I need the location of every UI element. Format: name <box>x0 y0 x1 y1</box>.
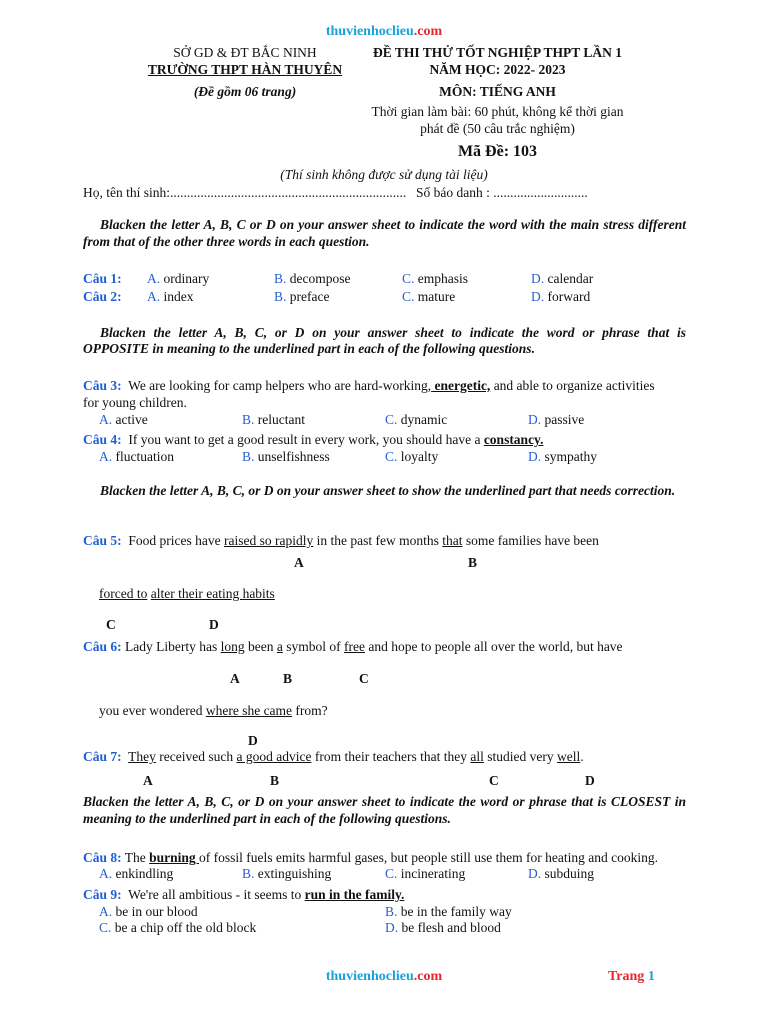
option-text: preface <box>289 289 330 304</box>
question-5-cont <box>99 586 275 602</box>
question-text: Lady Liberty has <box>121 639 221 654</box>
option-c[interactable] <box>402 289 455 305</box>
underlined-part-c: free <box>344 639 365 654</box>
option-a[interactable] <box>99 449 174 465</box>
page-number <box>608 969 655 985</box>
underlined-part-a: They <box>128 749 156 764</box>
department: SỞ GD & ĐT BẮC NINH <box>173 45 317 60</box>
question-text: The <box>121 850 150 865</box>
option-text: sympathy <box>544 449 597 464</box>
instruction-opposite-cont: OPPOSITE in meaning to the underlined part in each of the following questions. <box>83 341 535 356</box>
question-label: Câu 2: <box>83 289 122 304</box>
option-letter: C. <box>402 271 415 286</box>
question-text: We're all ambitious - it seems to <box>128 887 305 902</box>
option-c[interactable] <box>385 449 438 465</box>
marker-a: A <box>143 773 153 788</box>
option-text: be flesh and blood <box>401 920 501 935</box>
option-text: extinguishing <box>257 866 332 881</box>
question-text: in the past few months <box>313 533 443 548</box>
option-b[interactable] <box>242 866 331 882</box>
option-letter: C. <box>99 920 112 935</box>
question-6-cont <box>99 703 328 719</box>
question-9 <box>83 887 404 903</box>
option-letter: D. <box>528 412 542 427</box>
question-text: If you want to get a good result in every work, you should have a <box>128 432 484 447</box>
option-letter: B. <box>274 271 287 286</box>
marker-a: A <box>294 555 304 570</box>
question-label: Câu 3: <box>83 378 122 393</box>
marker-a: A <box>230 671 240 686</box>
option-letter: A. <box>147 289 161 304</box>
question-8 <box>83 850 658 866</box>
option-letter: D. <box>531 271 545 286</box>
marker-d: D <box>209 617 219 632</box>
marker-d: D <box>585 773 595 788</box>
exam-title: ĐỀ THI THỬ TỐT NGHIỆP THPT LẦN 1 <box>373 45 622 60</box>
option-d[interactable] <box>528 449 597 465</box>
underlined-part-c: forced to <box>99 586 148 601</box>
option-text: loyalty <box>400 449 439 464</box>
option-text: be in the family way <box>400 904 512 919</box>
site-domain: .com <box>413 969 443 984</box>
question-text: and hope to people all over the world, but have <box>365 639 623 654</box>
option-text: index <box>163 289 194 304</box>
page-num: 1 <box>647 969 655 984</box>
question-text: been <box>244 639 277 654</box>
no-materials-note: (Thí sinh không được sử dụng tài liệu) <box>280 167 488 182</box>
question-label: Câu 8: <box>83 850 122 865</box>
marker-b: B <box>468 555 478 570</box>
option-a[interactable] <box>147 289 194 305</box>
question-text-cont: for young children. <box>83 395 187 410</box>
school-year: NĂM HỌC: 2022- 2023 <box>429 62 566 77</box>
option-letter: B. <box>385 904 398 919</box>
option-letter: B. <box>242 866 255 881</box>
option-letter: D. <box>528 866 542 881</box>
underlined-part-b: a <box>276 639 283 654</box>
question-text: from? <box>292 703 328 718</box>
underlined-part-b: that <box>442 533 463 548</box>
option-letter: A. <box>99 866 113 881</box>
question-4 <box>83 432 543 448</box>
time-line-2: phát đề (50 câu trắc nghiệm) <box>420 121 575 136</box>
option-letter: A. <box>147 271 161 286</box>
marker-c: C <box>359 671 369 686</box>
question-7 <box>83 749 584 765</box>
option-letter: B. <box>242 412 255 427</box>
option-c[interactable] <box>99 920 256 936</box>
option-text: subduing <box>544 866 595 881</box>
underlined-part-a: raised so rapidly <box>224 533 314 548</box>
question-label: Câu 9: <box>83 887 122 902</box>
underlined-part-c: all <box>470 749 484 764</box>
question-3 <box>83 378 655 394</box>
marker-c: C <box>489 773 499 788</box>
option-b[interactable] <box>274 289 329 305</box>
option-c[interactable] <box>385 412 447 428</box>
option-text: mature <box>417 289 456 304</box>
option-b[interactable] <box>274 271 351 287</box>
question-label: Câu 1: <box>83 271 122 286</box>
question-text: and able to organize activities <box>490 378 655 393</box>
site-link-top[interactable] <box>0 24 768 40</box>
option-d[interactable] <box>528 866 594 882</box>
site-domain: .com <box>413 24 443 39</box>
option-letter: D. <box>531 289 545 304</box>
school-name: TRƯỜNG THPT HÀN THUYÊN <box>147 62 343 77</box>
option-d[interactable] <box>531 271 593 287</box>
option-letter: C. <box>385 449 398 464</box>
question-text: We are looking for camp helpers who are hard-working, <box>128 378 432 393</box>
option-letter: A. <box>99 412 113 427</box>
option-text: unselfishness <box>257 449 330 464</box>
question-text: from their teachers that they <box>311 749 471 764</box>
option-text: decompose <box>289 271 351 286</box>
option-text: calendar <box>547 271 594 286</box>
candidate-id-field: Số báo danh : ............................ <box>416 185 588 200</box>
option-letter: B. <box>274 289 287 304</box>
page-label: Trang <box>608 969 645 984</box>
option-text: emphasis <box>417 271 469 286</box>
instruction-correction: Blacken the letter A, B, C, or D on your answer sheet to show the underlined part that needs correction. <box>100 483 676 498</box>
marker-c: C <box>106 617 116 632</box>
option-letter: B. <box>242 449 255 464</box>
option-text: ordinary <box>163 271 210 286</box>
question-label: Câu 7: <box>83 749 122 764</box>
marker-b: B <box>270 773 280 788</box>
option-letter: D. <box>385 920 399 935</box>
site-name: thuvienhoclieu <box>325 24 414 39</box>
underlined-word: burning <box>149 850 200 865</box>
option-text: reluctant <box>257 412 305 427</box>
underlined-part-d: alter their eating habits <box>150 586 275 601</box>
question-text: . <box>580 749 584 764</box>
option-letter: A. <box>99 904 113 919</box>
option-d[interactable] <box>385 920 501 936</box>
question-text: of fossil fuels emits harmful gases, but people still use them for heating and cooking. <box>199 850 658 865</box>
candidate-name-field: Họ, tên thí sinh:...................................................................... <box>83 185 407 200</box>
option-letter: D. <box>528 449 542 464</box>
option-text: forward <box>547 289 591 304</box>
question-text: studied very <box>483 749 558 764</box>
option-b[interactable] <box>385 904 512 920</box>
option-text: enkindling <box>115 866 174 881</box>
underlined-word: run in the family. <box>304 887 405 902</box>
option-letter: A. <box>99 449 113 464</box>
option-d[interactable] <box>528 412 584 428</box>
instruction-opposite: Blacken the letter A, B, C, or D on your answer sheet to indicate the word or phrase that is <box>100 325 686 340</box>
instruction-closest: Blacken the letter A, B, C, or D on your answer sheet to indicate the word or phrase that is CLOSEST in meaning to the underlined part in each of the following questions. <box>83 794 686 826</box>
option-letter: C. <box>385 412 398 427</box>
underlined-part-d: where she came <box>205 703 293 718</box>
option-text: fluctuation <box>115 449 174 464</box>
question-text: Food prices have <box>128 533 224 548</box>
option-letter: C. <box>402 289 415 304</box>
option-a[interactable] <box>99 904 198 920</box>
underlined-part-a: long <box>220 639 245 654</box>
option-text: passive <box>544 412 585 427</box>
option-letter: C. <box>385 866 398 881</box>
option-a[interactable] <box>99 866 173 882</box>
option-a[interactable] <box>99 412 148 428</box>
question-text: received such <box>155 749 237 764</box>
option-text: incinerating <box>400 866 466 881</box>
option-c[interactable] <box>385 866 465 882</box>
option-a[interactable] <box>147 271 209 287</box>
question-label: Câu 4: <box>83 432 122 447</box>
option-text: be in our blood <box>115 904 198 919</box>
underlined-part-d: well <box>557 749 581 764</box>
exam-code: Mã Đề: 103 <box>457 143 538 160</box>
subject: MÔN: TIẾNG ANH <box>439 84 556 99</box>
option-b[interactable] <box>242 412 305 428</box>
time-line-1: Thời gian làm bài: 60 phút, không kể thời gian <box>371 104 624 119</box>
question-5 <box>83 533 599 549</box>
pages-note: (Đề gồm 06 trang) <box>193 84 297 99</box>
underlined-word: energetic, <box>431 378 491 393</box>
question-label: Câu 6: <box>83 639 122 654</box>
question-text: symbol of <box>282 639 345 654</box>
marker-b: B <box>283 671 293 686</box>
site-name: thuvienhoclieu <box>325 969 414 984</box>
question-text: you ever wondered <box>99 703 206 718</box>
option-c[interactable] <box>402 271 468 287</box>
option-text: be a chip off the old block <box>114 920 257 935</box>
underlined-part-b: a good advice <box>236 749 312 764</box>
instruction-stress: Blacken the letter A, B, C or D on your answer sheet to indicate the word with the main stress different from that of the other three words in each question. <box>83 217 686 249</box>
marker-d: D <box>248 733 258 748</box>
underlined-word: constancy. <box>483 432 544 447</box>
option-text: active <box>115 412 148 427</box>
option-b[interactable] <box>242 449 330 465</box>
option-text: dynamic <box>400 412 448 427</box>
question-text: some families have been <box>462 533 599 548</box>
question-label: Câu 5: <box>83 533 122 548</box>
option-d[interactable] <box>531 289 590 305</box>
question-6 <box>83 639 623 655</box>
